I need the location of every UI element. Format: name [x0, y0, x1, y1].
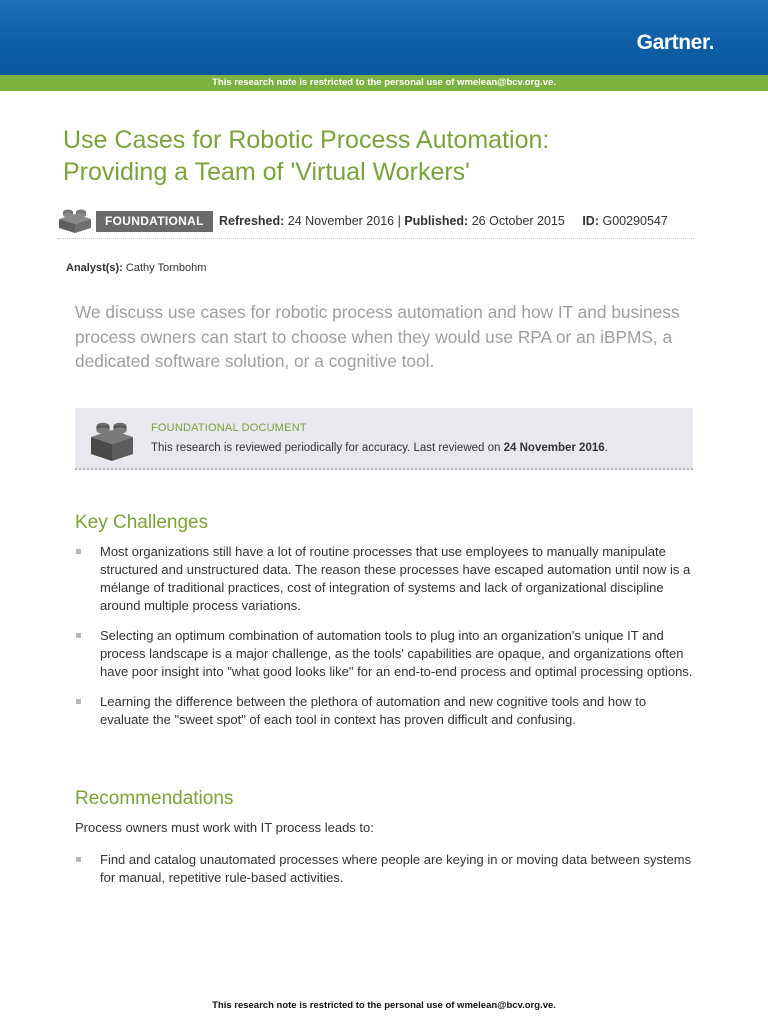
recommendations-list — [75, 851, 695, 899]
list-item — [75, 693, 695, 729]
refreshed-date: 24 November 2016 — [287, 214, 395, 228]
bullet-square-icon — [76, 857, 81, 862]
list-item-text: Find and catalog unautomated processes where people are keying in or moving data between systems for manual, repetitive rule-based activities. — [100, 852, 692, 885]
recommendations-intro: Process owners must work with IT process leads to: — [75, 820, 374, 835]
bullet-square-icon — [76, 549, 81, 554]
published-label: Published: — [404, 214, 469, 228]
published-date: 26 October 2015 — [471, 214, 565, 228]
list-item — [75, 851, 695, 887]
analyst-line — [66, 262, 206, 274]
gartner-logo[interactable] — [637, 31, 714, 55]
foundational-document-box — [75, 408, 693, 470]
logo-text: Gartner — [636, 31, 709, 54]
list-item — [75, 627, 695, 681]
meta-separator: | — [397, 214, 401, 228]
document-title — [63, 124, 703, 188]
review-text: This research is reviewed periodically for accuracy. Last reviewed on — [151, 442, 501, 454]
restriction-banner: This research note is restricted to the personal use of wmelean@bcv.org.ve. — [0, 75, 768, 91]
title-line-2: Providing a Team of 'Virtual Workers' — [63, 158, 470, 186]
footer-restriction-note: This research note is restricted to the personal use of wmelean@bcv.org.ve. — [212, 1000, 556, 1011]
key-challenges-heading: Key Challenges — [75, 512, 209, 533]
analyst-name[interactable]: Cathy Tornbohm — [125, 262, 207, 274]
document-meta-row — [58, 207, 694, 239]
document-summary: We discuss use cases for robotic process automation and how IT and business process owners can start to choose when they would use RPA or an iBPMS, a dedicated software solution, or a cognitive tool. — [75, 302, 680, 371]
key-challenges-list — [75, 543, 695, 741]
list-item-text: Learning the difference between the plethora of automation and new cognitive tools and how to evaluate the "sweet spot" of each tool in context has proven difficult and confusing. — [100, 694, 647, 727]
review-date: 24 November 2016 — [503, 442, 605, 454]
recommendations-heading: Recommendations — [75, 788, 234, 809]
header-band — [0, 0, 768, 75]
bullet-square-icon — [76, 633, 81, 638]
analyst-label: Analyst(s): — [66, 262, 123, 274]
meta-dates — [219, 214, 668, 228]
foundational-badge: FOUNDATIONAL — [96, 211, 213, 232]
id-label: ID: — [582, 214, 599, 228]
list-item — [75, 543, 695, 615]
title-line-1: Use Cases for Robotic Process Automation: — [63, 126, 550, 154]
lego-brick-icon — [58, 207, 92, 233]
document-id: G00290547 — [602, 214, 668, 228]
logo-dot: . — [708, 31, 714, 54]
foundational-box-title: FOUNDATIONAL DOCUMENT — [151, 422, 307, 434]
list-item-text: Most organizations still have a lot of routine processes that use employees to manually manipulate structured and unstructured data. The reason these processes have escaped automation until now is a mélange of traditional practices, cost of integration of systems and lack of organizational discipline around multiple process variations. — [100, 544, 691, 613]
refreshed-label: Refreshed: — [219, 214, 285, 228]
foundational-box-text — [151, 442, 608, 454]
bullet-square-icon — [76, 699, 81, 704]
review-period: . — [604, 442, 608, 454]
list-item-text: Selecting an optimum combination of automation tools to plug into an organization's unique IT and process landscape is a major challenge, as the tools' capabilities are opaque, and organizations often have poor insight into "what good looks like" for an end-to-end process and optimal processing options. — [100, 628, 693, 679]
lego-brick-icon — [89, 418, 135, 462]
